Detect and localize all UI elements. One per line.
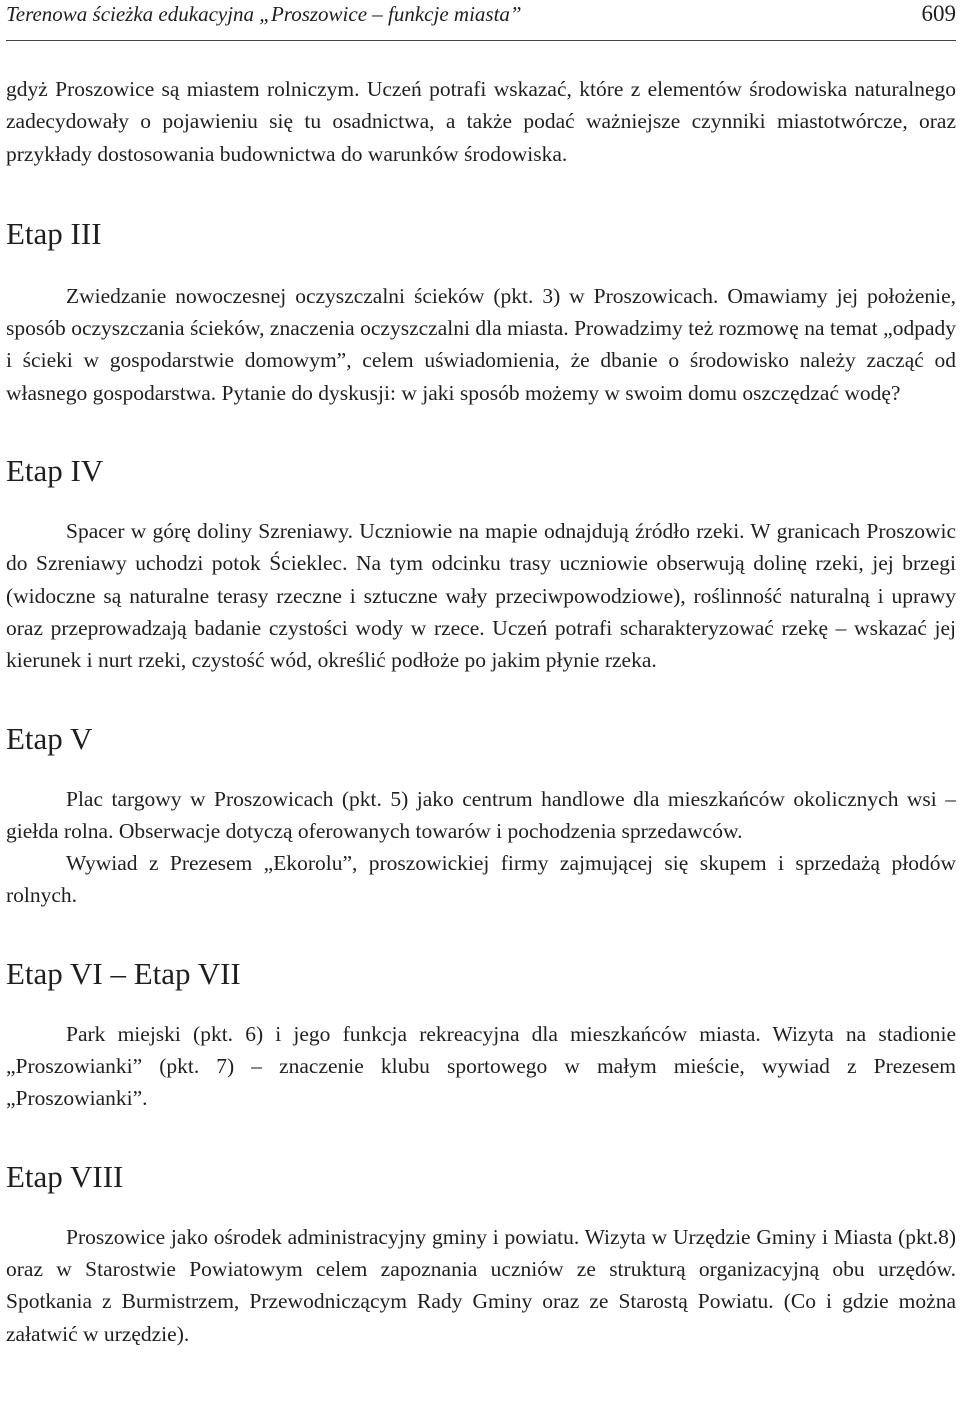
running-header-title: Terenowa ścieżka edukacyjna „Proszowice – funkcje miasta” — [6, 2, 522, 26]
section-paragraph: Park miejski (pkt. 6) i jego funkcja rekreacyjna dla mieszkańców miasta. Wizyta na stadionie „Proszowianki” (pkt. 7) – znaczenie klubu sportowego w małym mieście, wywiad z Prezesem „Proszowianki”. — [6, 1021, 956, 1111]
section-paragraph: Spacer w górę doliny Szreniawy. Uczniowie na mapie odnajdują źródło rzeki. W granicach Proszowic do Szreniawy uchodzi potok Ścieklec. Na tym odcinku trasy uczniowie obserwują dolinę rzeki, jej brzegi (widoczne są naturalne terasy rzeczne i sztuczne wały przeciwpowodziowe), roślinność naturalną i uprawy oraz przeprowadzają badanie czystości wody w rzece. Uczeń potrafi scharakteryzować rzekę – wskazać jej kierunek i nurt rzeki, czystość wód, określić podłoże po jakim płynie rzeka. — [6, 519, 956, 673]
section-heading-etap-iv: Etap IV — [6, 453, 104, 489]
section-paragraph: Zwiedzanie nowoczesnej oczyszczalni ścieków (pkt. 3) w Proszowicach. Omawiamy jej położenie, sposób oczyszczania ścieków, znaczenia oczyszczalni dla miasta. Prowadzimy też rozmowę na temat „odpady i ścieki w gospodarstwie domowym”, celem uświadomienia, że dbanie o środowisko należy zacząć od własnego gospodarstwa. Pytanie do dyskusji: w jaki sposób możemy w swoim domu oszczędzać wodę? — [6, 283, 956, 405]
section-heading-etap-viii: Etap VIII — [6, 1158, 124, 1194]
section-paragraph: Plac targowy w Proszowicach (pkt. 5) jako centrum handlowe dla mieszkańców okolicznych wsi – giełda rolna. Obserwacje dotyczą oferowanych towarów i pochodzenia sprzedawców. — [6, 786, 956, 843]
section-heading-etap-v: Etap V — [6, 720, 93, 756]
running-header — [6, 0, 956, 41]
document-page — [6, 0, 956, 1350]
section-paragraph: Proszowice jako ośrodek administracyjny gminy i powiatu. Wizyta w Urzędzie Gminy i Miasta (pkt.8) oraz w Starostwie Powiatowym celem zapoznania uczniów ze strukturą organizacyjną obu urzędów. Spotkania z Burmistrzem, Przewodniczącym Rady Gminy oraz ze Starostą Powiatu. (Co i gdzie można załatwić w urzędzie). — [6, 1224, 956, 1346]
section-paragraph: Wywiad z Prezesem „Ekorolu”, proszowickiej firmy zajmującej się skupem i sprzedażą płodów rolnych. — [6, 851, 956, 908]
page-number: 609 — [921, 1, 956, 26]
intro-paragraph: gdyż Proszowice są miastem rolniczym. Uczeń potrafi wskazać, które z elementów środowiska naturalnego zadecydowały o pojawieniu się tu osadnictwa, a także podać ważniejsze czynniki miastotwórcze, oraz przykłady dostosowania budownictwa do warunków środowiska. — [6, 77, 956, 166]
document-body — [6, 41, 956, 1350]
section-heading-etap-vi-vii: Etap VI – Etap VII — [6, 955, 241, 991]
section-heading-etap-iii: Etap III — [6, 215, 102, 251]
